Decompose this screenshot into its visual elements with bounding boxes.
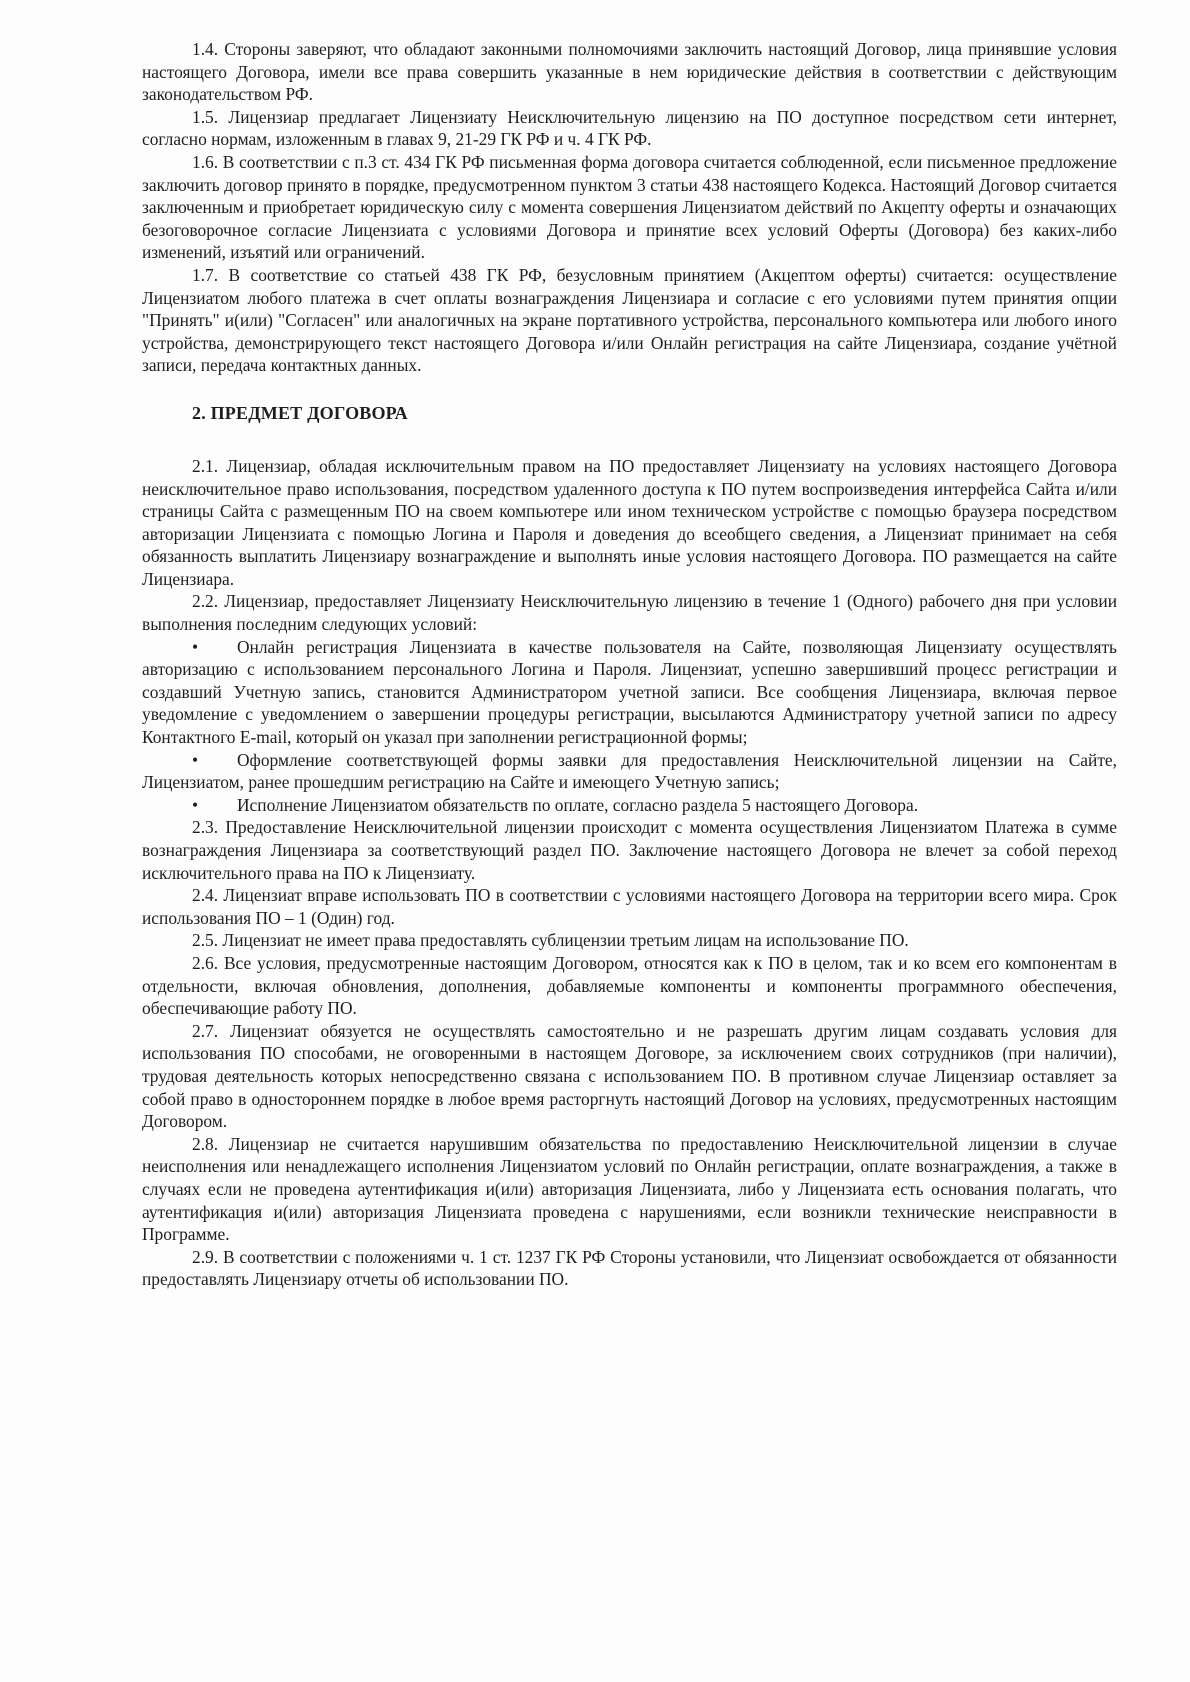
- clause-1-4: 1.4. Стороны заверяют, что обладают законными полномочиями заключить настоящий Договор, лица принявшие условия настоящего Договора, имели все права совершить указанные в нем юридические действия в соответствии с действующим законодательством РФ.: [142, 39, 1117, 105]
- list-item: [142, 636, 1117, 749]
- clause-2-6: 2.6. Все условия, предусмотренные настоящим Договором, относятся как к ПО в целом, так и ко всем его компонентам в отдельности, включая обновления, дополнения, добавляемые компоненты и компоненты программного обеспечения, обеспечивающие работу ПО.: [142, 952, 1117, 1019]
- list-item-text: Онлайн регистрация Лицензиата в качестве пользователя на Сайте, позволяющая Лицензиату осуществлять авторизацию с использованием персонального Логина и Пароля. Лицензиат, успешно завершивший процесс регистрации и создавший Учетную запись, становится Администратором учетной записи. Все сообщения Лицензиара, включая первое уведомление с уведомлением о завершении процедуры регистрации, высылаются Администратору учетной записи по адресу Контактного E-mail, который он указал при заполнении регистрационной формы;: [142, 636, 1117, 748]
- list-item: [142, 794, 1117, 817]
- section-heading: 2. ПРЕДМЕТ ДОГОВОРА: [192, 402, 408, 423]
- clause-2-5: 2.5. Лицензиат не имеет права предоставлять сублицензии третьим лицам на использование ПО.: [192, 930, 909, 951]
- clause-2-8: 2.8. Лицензиар не считается нарушившим обязательства по предоставлению Неисключительной лицензии в случае неисполнения или ненадлежащего исполнения Лицензиатом условий по Онлайн регистрации, оплате вознаграждения, а также в случаях если не проведена аутентификация и(или) авторизация Лицензиата, либо у Лицензиата есть основания полагать, что аутентификация и(или) авторизация Лицензиата проведена с нарушениями, если возникли технические неисправности в Программе.: [142, 1133, 1117, 1245]
- clause-1-6: 1.6. В соответствии с п.3 ст. 434 ГК РФ письменная форма договора считается соблюденной, если письменное предложение заключить договор принято в порядке, предусмотренном пунктом 3 статьи 438 настоящего Кодекса. Настоящий Договор считается заключенным и приобретает юридическую силу с момента совершения Лицензиатом действий по Акцепту оферты и означающих безоговорочное согласие Лицензиата с условиями Договора и принятие всех условий Оферты (Договора) без каких-либо изменений, изъятий или ограничений.: [142, 151, 1117, 263]
- section-1-continuation: [142, 38, 1117, 377]
- clause-2-3: 2.3. Предоставление Неисключительной лицензии происходит с момента осуществления Лицензиатом Платежа в сумме вознаграждения Лицензиара за соответствующий раздел ПО. Заключение настоящего Договора не влечет за собой переход исключительного права на ПО к Лицензиату.: [142, 817, 1117, 883]
- clause-1-5: 1.5. Лицензиар предлагает Лицензиату Неисключительную лицензию на ПО доступное посредством сети интернет, согласно нормам, изложенным в главах 9, 21-29 ГК РФ и ч. 4 ГК РФ.: [142, 106, 1117, 150]
- section-2-subject: [142, 401, 1117, 1291]
- bullet-icon: •: [192, 749, 199, 770]
- clause-2-4: 2.4. Лицензиат вправе использовать ПО в соответствии с условиями настоящего Договора на территории всего мира. Срок использования ПО – 1 (Один) год.: [142, 885, 1117, 928]
- clause-2-2: 2.2. Лицензиар, предоставляет Лицензиату Неисключительную лицензию в течение 1 (Одного) рабочего дня при условии выполнения последним следующих условий:: [142, 591, 1117, 635]
- clause-1-7: 1.7. В соответствие со статьей 438 ГК РФ, безусловным принятием (Акцептом оферты) считается: осуществление Лицензиатом любого платежа в счет оплаты вознаграждения Лицензиара и согласие с его условиями путем принятия опции "Принять" и(или) "Согласен" или аналогичных на экране портативного устройства, персонального компьютера или любого иного устройства, демонстрирующего текст настоящего Договора и/или Онлайн регистрация на сайте Лицензиара, создание учётной записи, передача контактных данных.: [142, 264, 1117, 376]
- list-item-text: Оформление соответствующей формы заявки для предоставления Неисключительной лицензии на Сайте, Лицензиатом, ранее прошедшим регистрацию на Сайте и имеющего Учетную запись;: [142, 749, 1117, 793]
- list-item: [142, 749, 1117, 794]
- list-item-text: Исполнение Лицензиатом обязательств по оплате, согласно раздела 5 настоящего Договора.: [237, 794, 919, 815]
- bullet-icon: •: [192, 636, 199, 657]
- bullet-icon: •: [192, 794, 199, 815]
- clause-2-1: 2.1. Лицензиар, обладая исключительным правом на ПО предоставляет Лицензиату на условиях настоящего Договора неисключительное право использования, посредством удаленного доступа к ПО путем воспроизведения интерфейса Сайта и/или страницы Сайта с размещенным ПО на своем компьютере или ином техническом устройстве с помощью браузера посредством авторизации Лицензиата с помощью Логина и Пароля и доведения до всеобщего сведения, а Лицензиат принимает на себя обязанность выплатить Лицензиару вознаграждение и выполнять иные условия настоящего Договора. ПО размещается на сайте Лицензиара.: [142, 455, 1117, 589]
- clause-2-7: 2.7. Лицензиат обязуется не осуществлять самостоятельно и не разрешать другим лицам создавать условия для использования ПО способами, не оговоренными в настоящем Договоре, за исключением своих сотрудников (при наличии), трудовая деятельность которых непосредственно связана с использованием ПО. В противном случае Лицензиар оставляет за собой право в одностороннем порядке в любое время расторгнуть настоящий Договор на условиях, предусмотренных настоящим Договором.: [142, 1020, 1117, 1132]
- clause-2-9: 2.9. В соответствии с положениями ч. 1 ст. 1237 ГК РФ Стороны установили, что Лицензиат освобождается от обязанности предоставлять Лицензиару отчеты об использовании ПО.: [142, 1246, 1117, 1290]
